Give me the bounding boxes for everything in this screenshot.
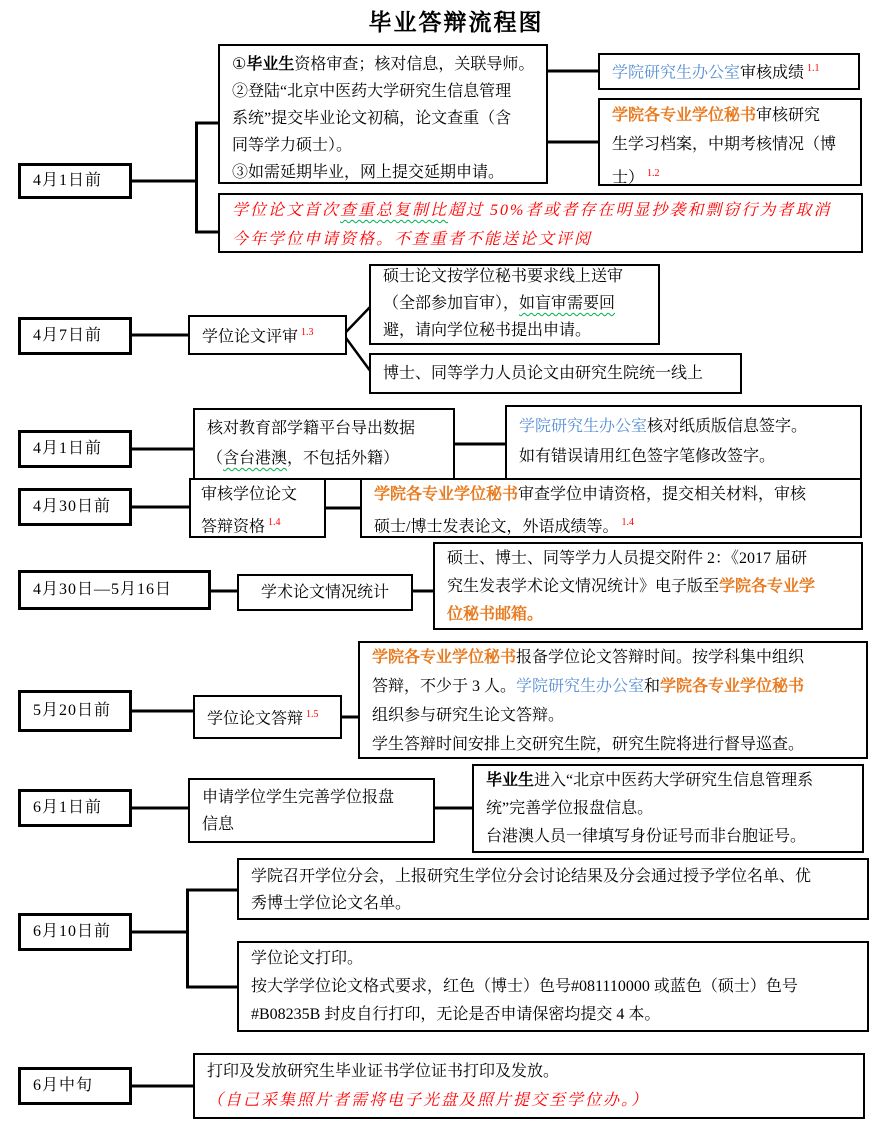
text-line	[232, 78, 534, 105]
text-run: 硕士/博士发表论文，外语成绩等。	[374, 518, 619, 536]
text-run: 学生答辩时间安排上交研究生院，研究生院将进行督导巡查。	[372, 736, 805, 753]
text-run: ①	[232, 56, 247, 73]
date-box-apr7	[18, 317, 132, 355]
text-line	[232, 159, 534, 186]
text-run: 生学习档案，中期考核情况（博	[612, 136, 837, 153]
text-line	[372, 643, 854, 672]
text-line	[447, 573, 849, 601]
date-box-mid-jun	[18, 1067, 132, 1105]
text-line	[372, 701, 854, 730]
process-box-defense-qualification	[189, 478, 326, 538]
text-run-orange: 学院各专业学位秘书	[612, 107, 757, 124]
process-box-certificate-issue	[193, 1053, 865, 1119]
text-line	[486, 823, 850, 851]
text-line	[251, 973, 855, 1001]
process-box-defense-organization	[358, 641, 868, 759]
text-run: 秀博士学位论文名单。	[251, 895, 412, 912]
text-run: 核对教育部学籍平台导出数据	[207, 420, 416, 437]
text-run: 学位论文评审	[202, 328, 299, 346]
text-run: ，不包括外籍）	[287, 450, 400, 467]
text-run-orange: 位秘书邮箱。	[447, 606, 544, 623]
text-line	[519, 442, 848, 472]
page-title: 毕业答辩流程图	[368, 10, 544, 35]
text-run-bold: 毕业生	[486, 772, 535, 789]
process-box-secretary-qualification-review	[360, 478, 862, 538]
connector-r2-fork-lower	[346, 338, 371, 372]
connector-r2-fork-upper	[346, 306, 371, 332]
superscript-ref: 1.4	[621, 517, 634, 528]
text-run-red: 超过 50%者或者存在明显抄袭和剽窃行为者取消	[448, 202, 832, 219]
text-run: 统”完善学位报盘信息。	[486, 800, 654, 817]
text-run-red: 学位论文首次	[232, 202, 341, 219]
text-run: 和	[644, 678, 661, 695]
text-run: 同等学力硕士）。	[232, 137, 353, 154]
text-run: 审核成绩	[740, 64, 805, 82]
text-line	[612, 101, 848, 130]
date-label: 6月1日前	[33, 799, 103, 816]
text-run: 进入“北京中医药大学研究生信息管理系	[534, 772, 814, 789]
process-box-graduate-system-entry	[472, 764, 864, 853]
process-box-qualification-check	[218, 44, 548, 184]
text-run: 学院召开学位分会，上报研究生学位分会讨论结果及分会通过授予学位名单、优	[251, 868, 812, 885]
text-line	[251, 1001, 855, 1029]
text-line	[207, 1086, 851, 1115]
date-label: 4月30日前	[33, 498, 112, 515]
text-line	[374, 481, 848, 509]
text-run: 士）	[612, 169, 645, 187]
text-run: （	[207, 450, 224, 467]
text-line	[232, 105, 534, 132]
text-run: 避，请向学位秘书提出申请。	[383, 322, 592, 339]
date-label: 6月中旬	[33, 1077, 94, 1094]
text-line	[383, 317, 646, 344]
text-run: 信息	[202, 816, 235, 833]
text-line	[232, 225, 849, 254]
text-run-blue: 学院研究生办公室	[612, 64, 741, 82]
process-box-degree-report-info	[188, 778, 435, 843]
date-box-apr1-b	[18, 430, 132, 468]
text-line	[519, 412, 848, 442]
date-box-jun1	[18, 789, 132, 827]
text-run-blue: 学院研究生办公室	[516, 678, 645, 695]
text-run: 台港澳人员一律填写身份证号而非台胞证号。	[486, 828, 807, 845]
text-run: 系统”提交毕业论文初稿，论文查重（含	[232, 110, 512, 127]
process-box-thesis-defense	[193, 695, 342, 739]
text-line	[207, 414, 441, 444]
text-run: 审核研究	[756, 107, 821, 124]
text-line	[612, 159, 848, 192]
text-run: （全部参加盲审），	[383, 295, 520, 312]
text-line	[447, 601, 849, 629]
text-run: 答辩，不少于 3 人。	[372, 678, 517, 695]
text-run-orange: 学院各专业学位秘书	[372, 649, 517, 666]
text-run: 如有错误请用红色签字笔修改签字。	[519, 448, 776, 465]
text-line	[486, 795, 850, 823]
text-run: 打印及发放研究生毕业证书学位证书打印及发放。	[207, 1063, 560, 1080]
process-box-secretary-archive-check	[598, 98, 862, 186]
date-label: 5月20日前	[33, 702, 112, 719]
text-run: 组织参与研究生论文答辩。	[372, 707, 565, 724]
process-box-doctor-unified-review	[369, 353, 742, 394]
text-run-blue: 学院研究生办公室	[519, 418, 648, 435]
process-box-master-blind-review	[369, 264, 660, 345]
superscript-ref: 1.3	[301, 326, 314, 338]
date-box-jun10	[18, 913, 132, 951]
text-line	[251, 890, 855, 917]
text-run: 审查学位申请资格，提交相关材料，审核	[518, 486, 807, 503]
text-line	[207, 444, 441, 474]
date-box-may20	[18, 690, 132, 732]
text-line	[612, 130, 848, 159]
superscript-ref: 1.1	[807, 63, 820, 75]
text-line	[374, 509, 848, 541]
text-run: 硕士论文按学位秘书要求线上送审	[383, 268, 624, 285]
date-box-apr1-a	[18, 163, 132, 199]
superscript-ref: 1.5	[306, 708, 319, 720]
text-line	[383, 360, 728, 388]
text-run: 博士、同等学力人员论文由研究生院统一线上	[383, 364, 704, 382]
text-run: 核对纸质版信息签字。	[647, 418, 808, 435]
text-run-orange: 学院各专业学位秘书	[374, 486, 519, 503]
superscript-ref: 1.4	[268, 517, 281, 528]
text-line	[202, 784, 421, 811]
text-line	[201, 481, 314, 509]
text-line	[202, 811, 421, 838]
text-line	[207, 1057, 851, 1086]
text-run-red: 今年学位申请资格。不查重者不能送论文评阅	[232, 231, 593, 248]
text-run: 申请学位学生完善学位报盘	[202, 789, 395, 806]
text-line	[207, 701, 328, 733]
text-run: 报备学位论文答辩时间。按学科集中组织	[516, 649, 805, 666]
text-line	[383, 263, 646, 290]
process-box-moe-data-check	[193, 408, 455, 480]
text-line	[202, 319, 333, 351]
text-line	[201, 509, 314, 541]
text-run: 资格审查；核对信息，关联导师。	[294, 56, 535, 73]
text-run: ③如需延期毕业，网上提交延期申请。	[232, 164, 505, 181]
text-line	[251, 945, 855, 973]
text-run-orange: 学院各专业学位秘书	[660, 678, 805, 695]
text-run-bold: 毕业生	[246, 56, 295, 73]
text-run: #B08235B 封皮自行打印，无论是否申请保密均提交 4 本。	[251, 1006, 661, 1023]
text-run-red: （自己采集照片者需将电子光盘及照片提交至学位办。）	[207, 1092, 650, 1109]
warning-box-plagiarism	[218, 193, 863, 253]
process-box-paper-statistics	[237, 574, 413, 611]
text-run: ②登陆“北京中医药大学研究生信息管理	[232, 83, 512, 100]
text-run: 按大学学位论文格式要求，红色（博士）色号#081110000 或蓝色（硕士）色号	[251, 978, 798, 995]
date-label: 4月1日前	[33, 440, 103, 457]
process-box-thesis-printing	[237, 941, 869, 1032]
text-run-orange: 学院各专业学	[719, 578, 816, 595]
text-run: 学位论文打印。	[251, 950, 364, 967]
superscript-ref: 1.2	[647, 168, 660, 179]
text-run: 学位论文答辩	[207, 710, 304, 728]
text-line	[251, 863, 855, 890]
wavy-underline-text: 含台港澳	[223, 450, 288, 467]
text-line	[486, 767, 850, 795]
text-run: 答辩资格	[201, 518, 266, 536]
process-box-office-grade-check	[598, 53, 860, 90]
date-box-apr30	[18, 488, 132, 526]
text-run: 审核学位论文	[201, 486, 298, 503]
date-label: 4月1日前	[33, 172, 103, 189]
text-run: 学术论文情况统计	[260, 583, 389, 601]
date-label: 4月30日—5月16日	[33, 581, 173, 598]
wavy-underline-text: 如盲审需要回	[519, 295, 616, 312]
text-run: 究生发表学术论文情况统计》电子版至	[447, 578, 720, 595]
text-line	[232, 196, 849, 225]
process-box-paper-info-signature	[505, 405, 862, 480]
text-line	[447, 545, 849, 573]
date-box-apr30-may16	[18, 570, 211, 610]
text-run: 硕士、博士、同等学力人员提交附件 2：《2017 届研	[447, 550, 808, 567]
text-line	[372, 730, 854, 759]
process-box-degree-subcommittee	[237, 858, 869, 920]
text-line	[612, 55, 846, 87]
text-line	[383, 290, 646, 317]
date-label: 4月7日前	[33, 327, 103, 344]
process-box-thesis-review	[188, 315, 347, 355]
process-box-attachment2-submit	[433, 542, 863, 630]
wavy-underline-text: 查重总复制比	[340, 202, 449, 219]
text-line	[232, 132, 534, 159]
date-label: 6月10日前	[33, 923, 112, 940]
text-line	[372, 672, 854, 701]
text-line	[232, 51, 534, 78]
